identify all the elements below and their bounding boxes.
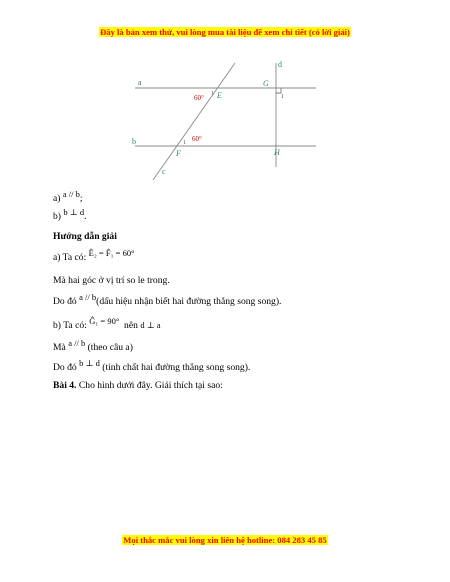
part-b-label: b): [53, 211, 61, 222]
sol-b-line2-suffix: (theo câu a): [87, 342, 133, 353]
angle-F-value: 60°: [192, 135, 202, 143]
right-angle-mark: [276, 88, 281, 93]
solution-a-line1: [53, 248, 135, 263]
label-G: G: [263, 79, 269, 88]
sol-b-line2-prefix: Mà: [53, 342, 66, 353]
header-banner: [0, 27, 450, 37]
label-b: b: [132, 137, 136, 146]
header-banner-text: Đây là bản xem thử, vui lòng mua tài liệu để xem chi tiết (có lời giải): [100, 27, 350, 37]
part-a-end: ;: [79, 193, 83, 204]
angle-E-index: 1: [211, 91, 214, 97]
part-b: [53, 207, 87, 222]
bai4-line: [53, 380, 223, 391]
label-c: c: [162, 167, 166, 176]
part-a-math: a // b: [62, 189, 80, 199]
angle-E-value: 60°: [194, 94, 204, 102]
footer-banner-text: Mọi thắc mắc vui lòng xin liên hệ hotline: 084 283 45 85: [123, 535, 327, 545]
sol-a-line3-prefix: Do đó: [53, 296, 77, 307]
sol-a-line3-math: a // b: [79, 292, 97, 302]
label-a: a: [138, 78, 142, 87]
solution-a-line2: Mà hai góc ở vị trí so le trong.: [53, 275, 170, 286]
part-a: [53, 189, 83, 204]
line-c: [153, 63, 235, 180]
sol-b-line3-math: b ⊥ d: [79, 358, 100, 368]
solution-b-line1: [53, 316, 161, 331]
sol-b-math2: d ⊥ a: [140, 320, 161, 330]
solution-b-line3: [53, 358, 251, 373]
bai4-text: Cho hình dưới đây. Giải thích tại sao:: [78, 380, 223, 391]
part-b-math: b ⊥ d: [63, 207, 85, 217]
part-b-end: .: [84, 211, 87, 222]
label-d: d: [278, 60, 282, 69]
label-F: F: [176, 149, 181, 158]
angle-F-index: 1: [183, 140, 186, 146]
part-a-label: a): [53, 193, 61, 204]
angle-G-index: 1: [281, 94, 284, 100]
label-H: H: [274, 148, 280, 157]
sol-b-line3-prefix: Do đó: [53, 362, 77, 373]
geometry-figure: [120, 55, 330, 185]
footer-banner: [0, 535, 450, 545]
solution-b-line2: [53, 338, 133, 353]
solution-heading: Hướng dẫn giải: [53, 231, 117, 242]
label-E: E: [217, 91, 222, 100]
sol-a-math: Ê₂ = F̂₁ = 60°: [88, 248, 135, 258]
sol-a-prefix: a) Ta có:: [53, 252, 87, 263]
sol-b-prefix: b) Ta có:: [53, 320, 87, 331]
sol-a-line3-suffix: (dấu hiệu nhận biết hai đường thẳng song song).: [96, 296, 282, 307]
sol-b-mid: nên: [124, 320, 138, 331]
solution-a-line3: [53, 292, 282, 307]
sol-b-line3-suffix: (tính chất hai đường thẳng song song).: [102, 362, 251, 373]
bai4-label: Bài 4.: [53, 380, 77, 391]
sol-b-line2-math: a // b: [68, 338, 86, 348]
sol-b-math: Ĝ₁ = 90°: [89, 316, 120, 326]
